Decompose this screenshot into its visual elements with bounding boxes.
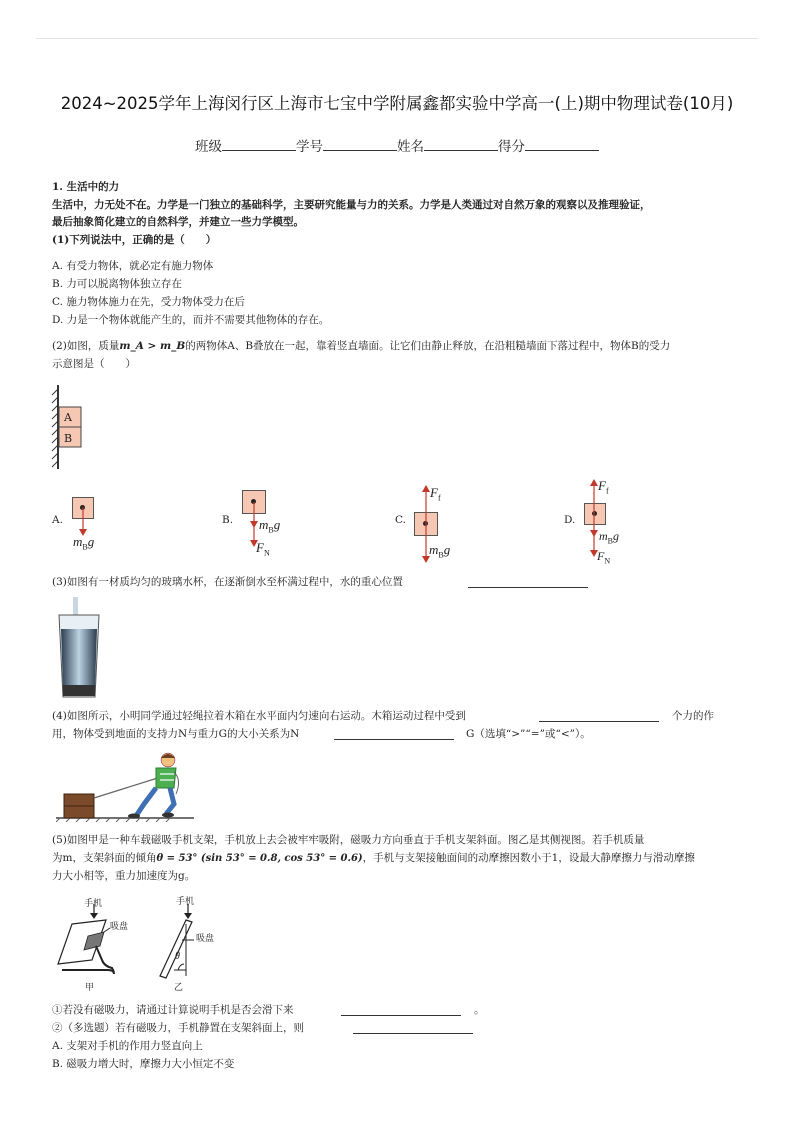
- sub5-option-a[interactable]: A. 支架对手机的作用力竖直向上: [52, 1040, 203, 1052]
- sub1-option-b[interactable]: B. 力可以脱离物体独立存在: [52, 278, 182, 290]
- sub1-option-a[interactable]: A. 有受力物体，就必定有施力物体: [52, 260, 214, 272]
- name-label: 姓名: [397, 139, 424, 155]
- phone-holder-figure-yi: [148, 900, 228, 980]
- sub2-option-c-letter[interactable]: C.: [395, 514, 406, 526]
- sub1-option-c[interactable]: C. 施力物体施力在先，受力物体受力在后: [52, 296, 245, 308]
- jia-caption: 甲: [85, 983, 95, 993]
- option-d-normal-label: $F_N$: [597, 549, 611, 566]
- sub2-option-a-letter[interactable]: A.: [52, 514, 63, 526]
- sub4-line1-a: (4)如图所示，小明同学通过轻绳拉着木箱在水平面内匀速向右运动。木箱运动过程中受到: [52, 710, 466, 722]
- jia-phone-label: 手机: [84, 899, 103, 909]
- yi-phone-label: 手机: [176, 897, 195, 907]
- student-info-row: [0, 135, 794, 155]
- mass-inequality: m_A > m_B: [119, 340, 186, 352]
- block-a-label: A: [64, 411, 72, 424]
- class-label: 班级: [195, 139, 222, 155]
- sub4-line1-b: 个力的作: [672, 710, 714, 722]
- name-blank[interactable]: [424, 137, 498, 151]
- sub1-stem: (1)下列说法中，正确的是（ ）: [52, 234, 217, 246]
- sub2-option-d-letter[interactable]: D.: [564, 514, 576, 526]
- sub5-line3: 力大小相等，重力加速度为g。: [52, 870, 196, 882]
- glass-of-water-image: [55, 597, 103, 699]
- sub4-line2-b: G（选填“>”“=”或“<”）。: [466, 728, 591, 740]
- sub2-stem-line2: 示意图是（ ）: [52, 358, 136, 370]
- class-blank[interactable]: [222, 137, 296, 151]
- yi-sucker-label: 吸盘: [196, 934, 215, 944]
- option-b-normal-label: $F_N$: [256, 540, 270, 558]
- student-number-label: 学号: [296, 139, 323, 155]
- sub5-line1: (5)如图甲是一种车载磁吸手机支架，手机放上去会被牢牢吸附，磁吸力方向垂直于手机支架斜面。图乙是其侧视图。若手机质量: [52, 834, 645, 846]
- score-blank[interactable]: [525, 137, 599, 151]
- sub5-item1: ①若没有磁吸力，请通过计算说明手机是否会滑下来: [52, 1004, 294, 1016]
- sub5-item1-blank[interactable]: [341, 1015, 461, 1016]
- sub1-option-d[interactable]: D. 力是一个物体就能产生的，而并不需要其他物体的存在。: [52, 314, 330, 326]
- sub2-option-b-letter[interactable]: B.: [222, 514, 234, 526]
- sub5-option-b[interactable]: B. 磁吸力增大时，摩擦力大小恒定不变: [52, 1058, 235, 1070]
- angle-condition: θ = 53° (sin 53° = 0.8, cos 53° = 0.6): [156, 853, 363, 864]
- jia-sucker-label: 吸盘: [110, 922, 129, 932]
- option-c-weight-label: $m_Bg$: [429, 542, 451, 560]
- sub4-force-count-blank[interactable]: [539, 721, 659, 722]
- sub5-item2-blank[interactable]: [353, 1033, 473, 1034]
- sub4-line2-a: 用，物体受到地面的支持力N与重力G的大小关系为N: [52, 728, 300, 740]
- block-b-label: B: [64, 432, 73, 445]
- sub5-item2: ②（多选题）若有磁吸力，手机静置在支架斜面上，则: [52, 1022, 304, 1034]
- top-rule: [36, 38, 758, 39]
- intro-line-1: 生活中，力无处不在。力学是一门独立的基础科学，主要研究能量与力的关系。力学是人类通过对自然万象的观察以及推理验证，: [52, 199, 651, 211]
- score-label: 得分: [498, 139, 525, 155]
- sub2-stem-line1: (2)如图，质量m_A > m_B的两物体A、B叠放在一起，靠着竖直墙面。让它们由静止释放，在沿粗糙墙面下落过程中，物体B的受力: [52, 340, 671, 352]
- question-heading: 1. 生活中的力: [52, 181, 120, 193]
- option-b-weight-label: $m_Bg$: [259, 517, 281, 535]
- option-c-friction-label: $F_f$: [430, 485, 441, 503]
- option-d-friction-label: $F_f$: [598, 478, 609, 496]
- sub5-line2: 为m，支架斜面的倾角θ = 53° (sin 53° = 0.8, cos 53° = 0.6)，手机与支架接触面间的动摩擦因数小于1，设最大静摩擦力与滑动摩擦: [52, 852, 695, 864]
- sub4-relation-blank[interactable]: [334, 739, 454, 740]
- exam-title: 2024~2025学年上海闵行区上海市七宝中学附属鑫都实验中学高一(上)期中物理试卷(10月): [60, 94, 734, 113]
- option-a-weight-label: $m_Bg$: [73, 534, 95, 552]
- sub3-answer-blank[interactable]: [468, 587, 588, 588]
- sub3-stem: (3)如图有一材质均匀的玻璃水杯，在逐渐倒水至杯满过程中，水的重心位置: [52, 576, 403, 588]
- student-number-blank[interactable]: [323, 137, 397, 151]
- sub5-item1-end: 。: [474, 1004, 485, 1016]
- yi-caption: 乙: [174, 983, 184, 993]
- yi-theta-label: θ: [175, 951, 180, 962]
- option-d-weight-label: $m_Bg$: [599, 529, 620, 546]
- boy-pulling-box-image: [56, 750, 196, 822]
- intro-line-2: 最后抽象简化建立的自然科学，并建立一些力学模型。: [52, 216, 304, 228]
- wall-stack-figure: [50, 385, 90, 471]
